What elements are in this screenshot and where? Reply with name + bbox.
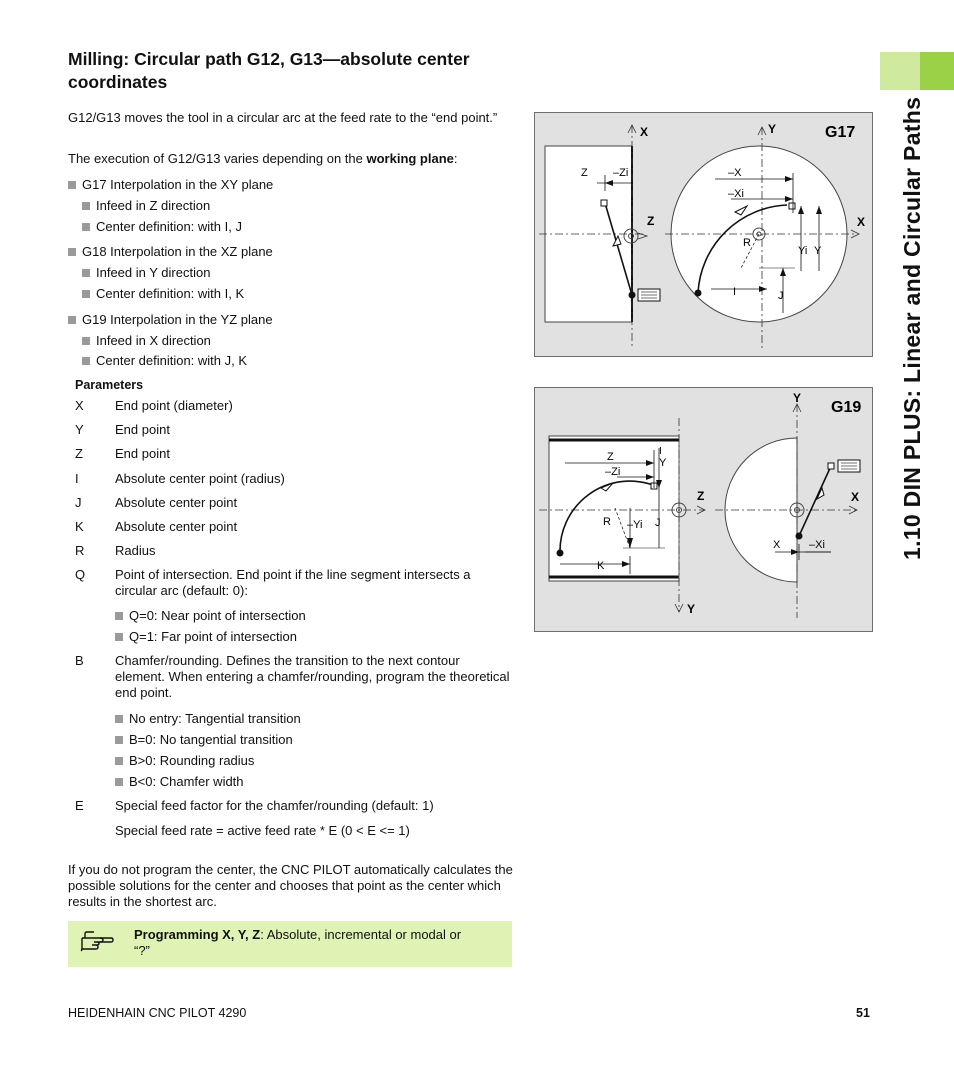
param-key: E xyxy=(75,798,84,813)
bullet-square xyxy=(68,181,76,189)
tip-rest: : Absolute, incremental or modal or “?” xyxy=(134,927,462,958)
list-subitem xyxy=(82,353,247,369)
list-subitem-label: Infeed in Y direction xyxy=(96,265,211,280)
param-desc: Point of intersection. End point if the line segment intersects a circular arc (default: 0): xyxy=(115,567,471,598)
list-subitem-label: Infeed in Z direction xyxy=(96,198,211,213)
param-key: I xyxy=(75,471,79,486)
param-key: Y xyxy=(75,422,84,437)
g17-axis-x-right: X xyxy=(857,215,866,229)
list-subitem xyxy=(82,265,210,281)
g17-label-yi: Yi xyxy=(798,245,808,257)
g17-label-zi: –Zi xyxy=(613,167,629,179)
g17-axis-x-left: X xyxy=(640,125,649,139)
list-item-g17 xyxy=(68,177,273,193)
bullet-square xyxy=(82,337,90,345)
chapter-title xyxy=(899,96,925,580)
bullet-square xyxy=(68,316,76,324)
bullet-square xyxy=(68,248,76,256)
g17-label-y: Y xyxy=(814,245,822,257)
param-key: Q xyxy=(75,567,86,582)
g17-label-x: –X xyxy=(728,167,742,179)
param-key: R xyxy=(75,543,85,558)
tip-text xyxy=(134,927,474,959)
g19-axis-x: X xyxy=(851,490,860,504)
chapter-tab-light xyxy=(880,52,920,90)
param-desc: Absolute center point xyxy=(115,495,238,510)
list-item-g18 xyxy=(68,244,273,260)
list-item-label: G18 Interpolation in the XZ plane xyxy=(82,244,273,259)
b-option xyxy=(115,753,254,769)
intro2-prefix: The execution of G12/G13 varies depending on the xyxy=(68,151,367,166)
g19-label-zi: –Zi xyxy=(605,466,621,478)
tip-bold: Programming X, Y, Z xyxy=(134,927,261,942)
g19-label-xi: –Xi xyxy=(809,539,825,551)
list-subitem-label: Center definition: with I, K xyxy=(96,286,245,301)
g17-label-j: J xyxy=(778,290,784,302)
pointing-hand-icon xyxy=(80,929,114,958)
param-desc: End point xyxy=(115,446,170,461)
figure-g17 xyxy=(534,112,873,357)
list-item-label: G19 Interpolation in the YZ plane xyxy=(82,312,273,327)
figure-g17-drawing xyxy=(535,113,872,356)
working-plane-paragraph xyxy=(68,151,513,167)
b-option-label: B<0: Chamfer width xyxy=(129,774,244,789)
chapter-tab xyxy=(880,52,954,90)
param-desc: End point (diameter) xyxy=(115,398,233,413)
bullet-square xyxy=(115,612,123,620)
param-desc: End point xyxy=(115,422,170,437)
g17-label-r: R xyxy=(743,237,751,249)
b-option xyxy=(115,774,244,790)
bullet-square xyxy=(82,223,90,231)
g19-label-z: Z xyxy=(607,451,614,463)
tip-box xyxy=(68,921,512,967)
param-desc: Radius xyxy=(115,543,156,558)
q-option xyxy=(115,629,297,645)
bullet-square xyxy=(82,290,90,298)
param-key: J xyxy=(75,495,82,510)
g19-label-y: Y xyxy=(659,457,667,469)
figure-g19-drawing xyxy=(535,388,872,631)
list-subitem xyxy=(82,286,244,302)
b-option-label: No entry: Tangential transition xyxy=(129,711,301,726)
q-option-label: Q=0: Near point of intersection xyxy=(129,608,306,623)
bullet-square xyxy=(115,778,123,786)
list-subitem-label: Center definition: with J, K xyxy=(96,353,248,368)
param-desc: Chamfer/rounding. Defines the transition to the next contour element. When entering a chamfer/rounding, program the theoretical end point. xyxy=(115,653,510,700)
figure-g19 xyxy=(534,387,873,632)
bullet-square xyxy=(115,715,123,723)
b-option xyxy=(115,732,293,748)
g17-label-xi: –Xi xyxy=(728,188,744,200)
chapter-title-text: 1.10 DIN PLUS: Linear and Circular Paths xyxy=(899,96,925,560)
page-number: 51 xyxy=(856,1006,870,1020)
list-subitem xyxy=(82,198,210,214)
param-desc: Absolute center point xyxy=(115,519,238,534)
param-key: K xyxy=(75,519,84,534)
g19-axis-y-right: Y xyxy=(793,391,802,405)
g19-axis-z: Z xyxy=(697,489,705,503)
g19-label-x: X xyxy=(773,539,781,551)
bullet-square xyxy=(115,757,123,765)
list-subitem xyxy=(82,219,242,235)
list-subitem-label: Infeed in X direction xyxy=(96,333,211,348)
center-note: If you do not program the center, the CNC PILOT automatically calculates the possible solutions for the center and chooses that point as the center which results in the shortest arc. xyxy=(68,862,513,909)
g17-title: G17 xyxy=(825,124,856,141)
g17-label-i: I xyxy=(733,286,737,298)
param-desc: Special feed factor for the chamfer/rounding (default: 1) xyxy=(115,798,434,813)
g19-label-yi: –Yi xyxy=(627,519,643,531)
b-option xyxy=(115,711,301,727)
bullet-square xyxy=(115,633,123,641)
b-option-label: B=0: No tangential transition xyxy=(129,732,293,747)
parameters-heading: Parameters xyxy=(75,378,144,392)
bullet-square xyxy=(82,269,90,277)
g19-title: G19 xyxy=(831,399,862,416)
g17-label-z: Z xyxy=(581,167,588,179)
intro2-bold: working plane xyxy=(366,151,454,166)
b-option-label: B>0: Rounding radius xyxy=(129,753,255,768)
intro-paragraph: G12/G13 moves the tool in a circular arc at the feed rate to the “end point.” xyxy=(68,110,498,125)
bullet-square xyxy=(82,202,90,210)
g17-axis-y: Y xyxy=(768,122,777,136)
q-option xyxy=(115,608,306,624)
param-key: B xyxy=(75,653,84,668)
list-item-g19 xyxy=(68,312,273,328)
page-title: Milling: Circular path G12, G13—absolute center coordinates xyxy=(68,49,470,92)
g19-label-j: J xyxy=(655,517,661,529)
param-key: X xyxy=(75,398,84,413)
param-key: Z xyxy=(75,446,83,461)
g19-label-i: I xyxy=(659,446,662,457)
g17-axis-z: Z xyxy=(647,214,655,228)
g19-axis-y-left: Y xyxy=(687,602,696,616)
g19-label-k: K xyxy=(597,560,605,572)
bullet-square xyxy=(115,736,123,744)
list-item-label: G17 Interpolation in the XY plane xyxy=(82,177,274,192)
e-formula: Special feed rate = active feed rate * E (0 < E <= 1) xyxy=(115,823,410,838)
bullet-square xyxy=(82,357,90,365)
q-option-label: Q=1: Far point of intersection xyxy=(129,629,298,644)
list-subitem xyxy=(82,333,211,349)
intro2-suffix: : xyxy=(453,151,458,166)
param-desc: Absolute center point (radius) xyxy=(115,471,285,486)
g19-label-r: R xyxy=(603,516,611,528)
list-subitem-label: Center definition: with I, J xyxy=(96,219,242,234)
footer-left: HEIDENHAIN CNC PILOT 4290 xyxy=(68,1006,247,1020)
